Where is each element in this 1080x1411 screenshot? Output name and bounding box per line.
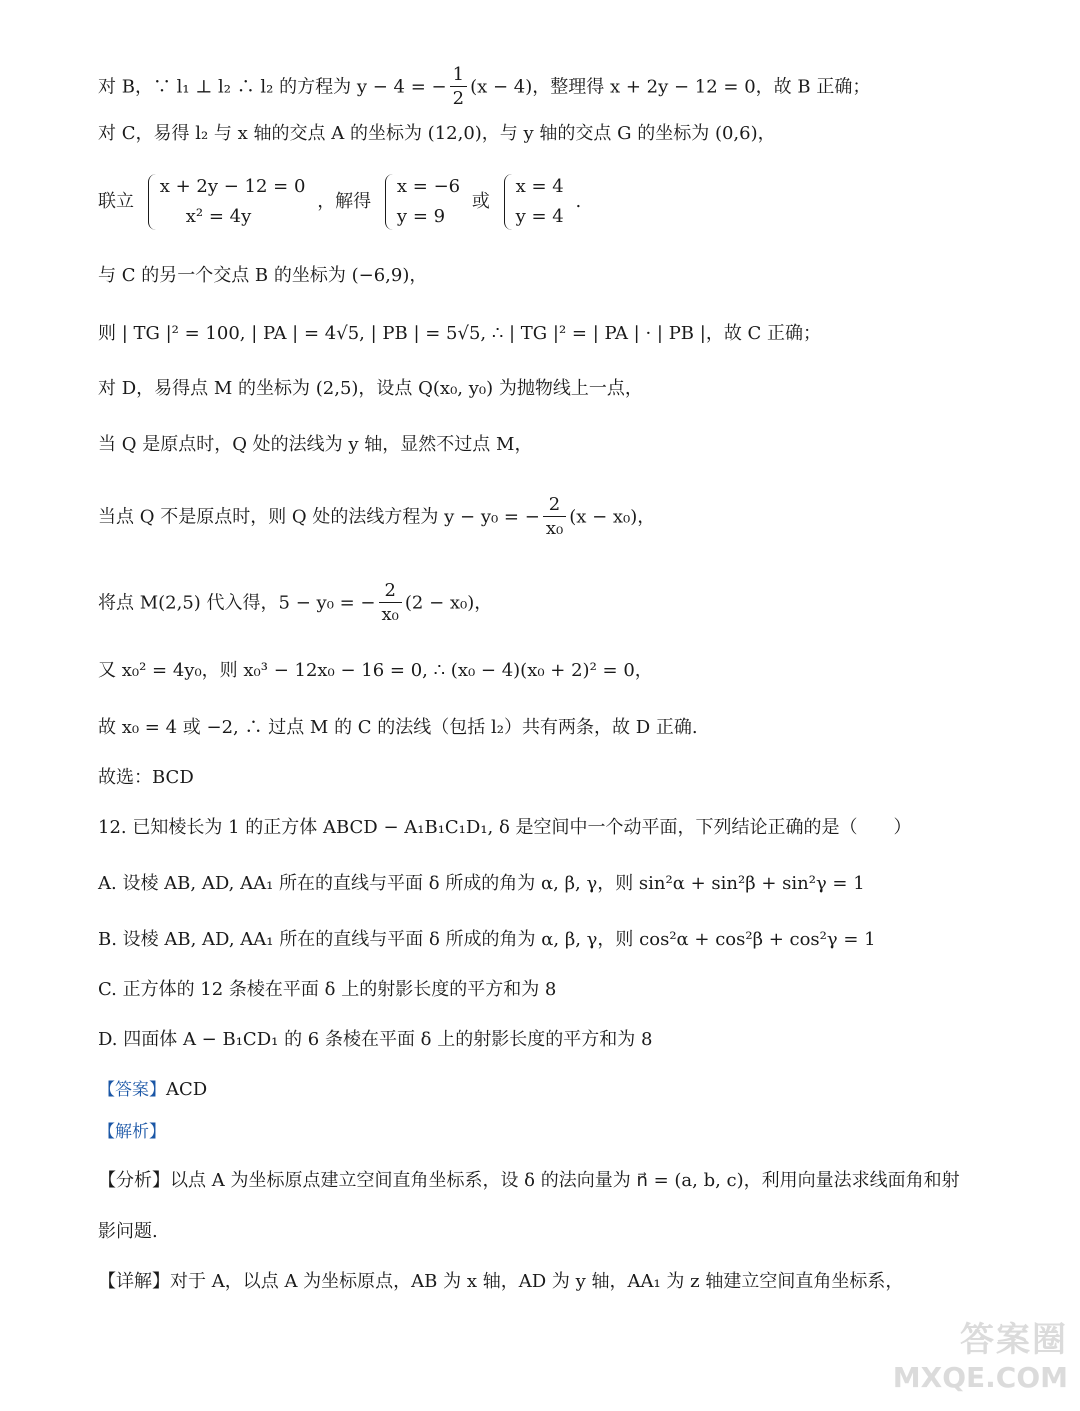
- solution-line-origin: [98, 432, 532, 458]
- detail-line: [98, 1269, 903, 1295]
- solution-system: [383, 172, 460, 232]
- fraction-numerator: 2: [543, 494, 566, 517]
- fraction: [379, 580, 402, 627]
- detail-text: 对于 A，以点 A 为坐标原点，AB 为 x 轴，AD 为 y 轴，AA₁ 为 z 轴建立空间直角坐标系，: [170, 1271, 904, 1292]
- text-segment: 当 Q 是原点时，Q 处的法线为 y 轴，显然不过点 M，: [98, 434, 533, 455]
- fraction-numerator: 1: [450, 64, 467, 87]
- equation-system: [146, 172, 306, 232]
- text-segment: 又 x₀² = 4y₀，则 x₀³ − 12x₀ − 16 = 0, ∴ (x₀ − 4)(x₀ + 2)² = 0，: [98, 660, 653, 681]
- text-segment: 联立: [98, 191, 134, 212]
- fraction-denominator: 2: [452, 88, 465, 109]
- equation: x² = 4y: [185, 206, 252, 227]
- fraction: [543, 494, 566, 541]
- solution-line-c: [98, 121, 776, 147]
- solution-line-normal: [98, 494, 655, 541]
- solution-line-b: [98, 64, 870, 111]
- fraction-numerator: 2: [379, 580, 402, 603]
- detail-tag: 【详解】: [98, 1271, 170, 1292]
- fenxi-line-2: [98, 1219, 158, 1245]
- solution-line-cubic: [98, 658, 653, 684]
- text-segment: (x − 4)，整理得 x + 2y − 12 = 0，故 B 正确；: [470, 76, 871, 98]
- text-segment: 对 B，∵ l₁ ⊥ l₂ ∴ l₂ 的方程为 y − 4 = −: [98, 76, 447, 98]
- option-text: D. 四面体 A − B₁CD₁ 的 6 条棱在平面 δ 上的射影长度的平方和为 8: [98, 1029, 653, 1050]
- solution-line-conclusion: [98, 715, 698, 741]
- text-segment: 或: [471, 191, 490, 212]
- question-text: 12. 已知棱长为 1 的正方体 ABCD − A₁B₁C₁D₁, δ 是空间中一个动平面，下列结论正确的是（ ）: [98, 817, 912, 838]
- fenxi-tag: 【分析】: [98, 1170, 170, 1191]
- text-segment: .: [575, 191, 582, 212]
- text-segment: 则 | TG |² = 100, | PA | = 4√5, | PB | = 5√5, ∴ | TG |² = | PA | · | PB |，故 C 正确；: [98, 323, 822, 344]
- option-text: A. 设棱 AB, AD, AA₁ 所在的直线与平面 δ 所成的角为 α, β, γ，则 sin²α + sin²β + sin²γ = 1: [98, 873, 865, 894]
- question-12: [98, 815, 912, 841]
- option-text: B. 设棱 AB, AD, AA₁ 所在的直线与平面 δ 所成的角为 α, β, γ，则 cos²α + cos²β + cos²γ = 1: [98, 929, 876, 950]
- solution-line-lengths: [98, 321, 821, 347]
- text-segment: 对 C，易得 l₂ 与 x 轴的交点 A 的坐标为 (12,0)，与 y 轴的交点 G 的坐标为 (0,6)，: [98, 123, 776, 144]
- equation: y = 4: [515, 206, 564, 227]
- equation: y = 9: [396, 206, 446, 227]
- text-segment: 与 C 的另一个交点 B 的坐标为 (−6,9)，: [98, 265, 428, 286]
- fraction-denominator: x₀: [545, 518, 564, 539]
- equation: x = 4: [515, 176, 564, 197]
- answer-tag: 【答案】: [98, 1080, 166, 1100]
- fenxi-text: 影问题.: [98, 1221, 158, 1242]
- text-segment: ，解得: [317, 191, 372, 212]
- solution-line-b-point: [98, 263, 427, 289]
- option-a: [98, 871, 865, 897]
- fenxi-text: 以点 A 为坐标原点建立空间直角坐标系，设 δ 的法向量为 n⃗ = (a, b, c)，利用向量法求线面角和射: [170, 1170, 960, 1191]
- fenxi-line: [98, 1168, 960, 1194]
- text-segment: 故 x₀ = 4 或 −2, ∴ 过点 M 的 C 的法线（包括 l₂）共有两条，故 D 正确.: [98, 717, 698, 738]
- text-segment: (2 − x₀)，: [404, 592, 493, 614]
- solution-line-substitute: [98, 580, 492, 627]
- text-segment: 故选：BCD: [98, 767, 194, 788]
- fraction-denominator: x₀: [381, 604, 399, 625]
- text-segment: 将点 M(2,5) 代入得，5 − y₀ = −: [98, 592, 376, 614]
- answer-value: ACD: [166, 1079, 208, 1100]
- equation: x = −6: [396, 176, 461, 197]
- option-b: [98, 927, 876, 953]
- choice-line: [98, 765, 194, 791]
- equation: x + 2y − 12 = 0: [159, 176, 306, 197]
- answer-line: [98, 1077, 207, 1103]
- option-text: C. 正方体的 12 条棱在平面 δ 上的射影长度的平方和为 8: [98, 979, 557, 1000]
- solution-system-line: [98, 172, 581, 232]
- watermark-top: 答案圈: [960, 1320, 1068, 1360]
- text-segment: 当点 Q 不是原点时，则 Q 处的法线方程为 y − y₀ = −: [98, 506, 540, 528]
- analysis-heading: [98, 1119, 166, 1145]
- text-segment: (x − x₀)，: [569, 506, 656, 528]
- analysis-tag: 【解析】: [98, 1122, 166, 1142]
- fraction: [450, 64, 467, 111]
- option-d: [98, 1027, 652, 1053]
- text-segment: 对 D，易得点 M 的坐标为 (2,5)，设点 Q(x₀, y₀) 为抛物线上一点，: [98, 378, 643, 399]
- watermark-bottom: MXQE.COM: [892, 1361, 1068, 1394]
- solution-system: [502, 172, 564, 232]
- solution-line-d: [98, 376, 643, 402]
- watermark-logo: [883, 1319, 1068, 1405]
- option-c: [98, 977, 556, 1003]
